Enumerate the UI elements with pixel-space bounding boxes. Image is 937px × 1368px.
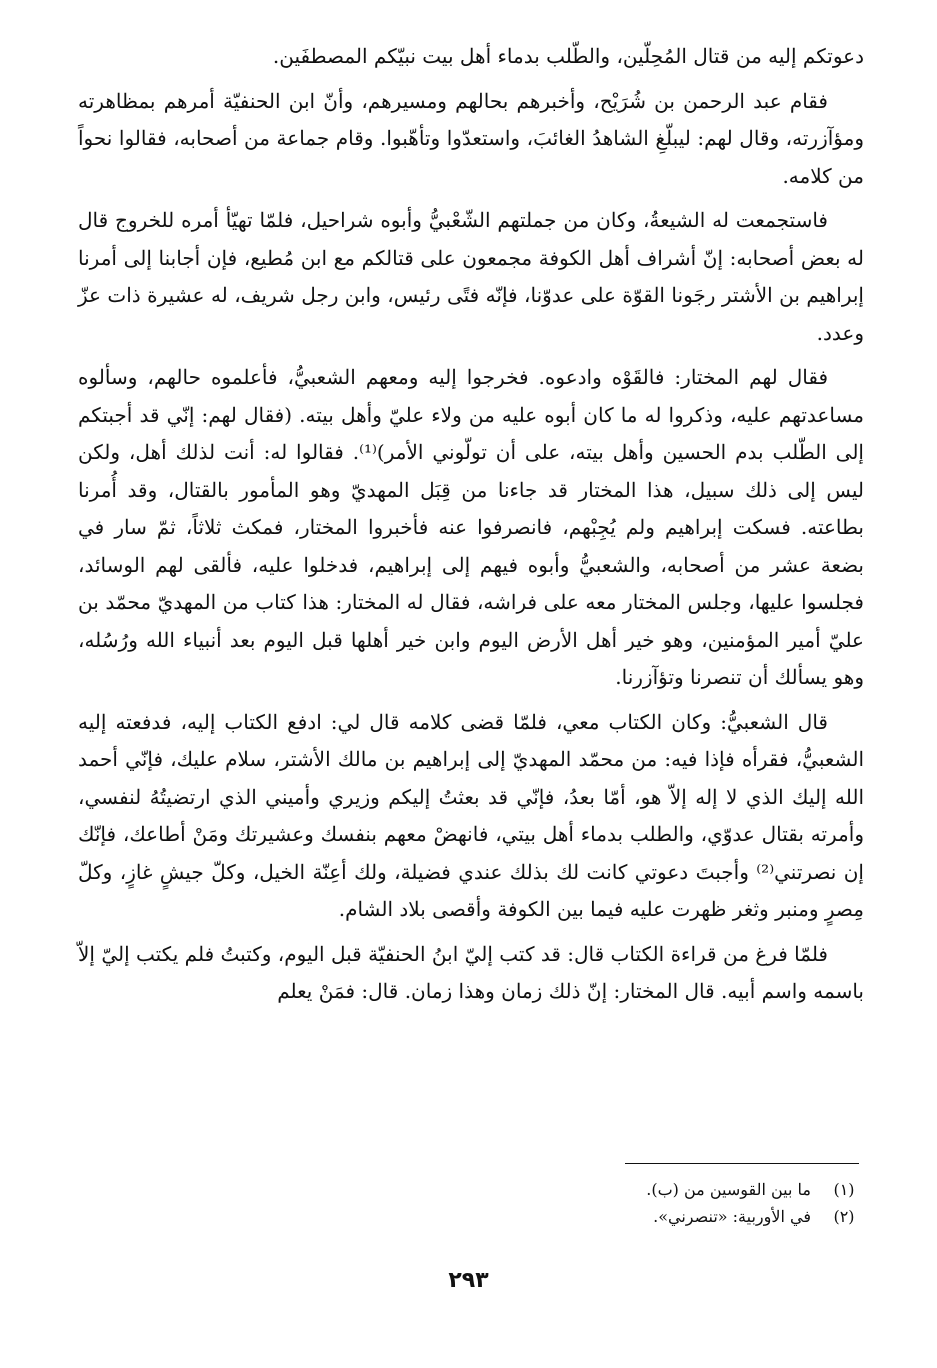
paragraph-5: قال الشعبيُّ: وكان الكتاب معي، فلمّا قضى كلامه قال لي: ادفع الكتاب إليه، فدفعته إليه الشعبيُّ، فقرأه فإذا فيه: من محمّد المهديّ إلى إبراهيم بن مالك الأشتر، سلام عليك، فإنّي أحمد الله إليك الذي لا إله إلاّ هو، أمّا بعدُ، فإنّي قد بعثتُ إليكم وزيري وأميني الذي ارتضيتُهُ لنفسي، وأمرته بقتال عدوّي، والطلب بدماء أهل بيتي، فانهضْ معهم بنفسك وعشيرتك ومَنْ أطاعك، فإنّك إن نصرتني⁽²⁾ وأجبتَ دعوتي كانت لك بذلك عندي فضيلة، ولك أعِنّة الخيل، وكلّ جيشٍ غازٍ، وكلّ مِصرٍ ومنبر وثغر ظهرت عليه فيما بين الكوفة وأقصى بلاد الشام. [78, 709, 864, 921]
footnote-text: في الأوربية: «تنصرني». [653, 1207, 811, 1226]
footnote-text: ما بين القوسين من (ب). [646, 1180, 811, 1199]
footnote-number: (٢) [833, 1207, 855, 1226]
page-number: ٢٩٣ [448, 1268, 489, 1293]
footnote-2 [78, 1203, 859, 1230]
footnote-number: (١) [833, 1180, 855, 1199]
paragraph-4: فقال لهم المختار: فالقَوْه وادعوه. فخرجوا إليه ومعهم الشعبيُّ، فأعلموه حالهم، وسألوه مساعدتهم عليه، وذكروا له ما كان أبوه عليه من ولاء عليّ وأهل بيته. (فقال لهم: إنّي قد أجبتكم إلى الطّلب بدم الحسين وأهل بيته، على أن تولّوني الأمر)⁽¹⁾. فقالوا له: أنت لذلك أهل، ولكن ليس إلى ذلك سبيل، هذا المختار قد جاءنا من قِبَل المهديّ وهو المأمور بالقتال، وقد أُمرنا بطاعته. فسكت إبراهيم ولم يُجِبْهم، فانصرفوا عنه فأخبروا المختار، فمكث ثلاثاً، ثمّ سار في بضعة عشر من أصحابه، والشعبيُّ وأبوه فيهم إلى إبراهيم، فدخلوا عليه، فألقى لهم الوسائد، فجلسوا عليها، وجلس المختار معه على فراشه، فقال له المختار: هذا كتاب من المهديّ محمّد بن عليّ أمير المؤمنين، وهو خير أهل الأرض اليوم وابن خير أهلها قبل اليوم بعد أنبياء الله ورُسُله، وهو يسألك أن تنصرنا وتؤآزرنا. [78, 365, 864, 689]
paragraph-3: فاستجمعت له الشيعةُ، وكان من جملتهم الشّعْبيُّ وأبوه شراحيل، فلمّا تهيّأ أمره للخروج قال له بعض أصحابه: إنّ أشراف أهل الكوفة مجمعون على قتالكم مع ابن مُطيع، فإن أجابنا إلى أمرنا إبراهيم بن الأشتر رجَونا القوّة على عدوّنا، فإنّه فتًى رئيس، وابن رجل شريف، له عشيرة ذات عزّ وعدد. [78, 208, 864, 345]
book-page-body [78, 38, 864, 1011]
paragraph-6: فلمّا فرغ من قراءة الكتاب قال: قد كتب إليّ ابنُ الحنفيّة قبل اليوم، وكتبتُ فلم يكتب إليّ إلاّ باسمه واسم أبيه. قال المختار: إنّ ذلك زمان وهذا زمان. قال: فمَنْ يعلم [78, 941, 864, 1003]
paragraph-2: فقام عبد الرحمن بن شُرَيْح، وأخبرهم بحالهم ومسيرهم، وأنّ ابن الحنفيّة أمرهم بمظاهرته ومؤآزرته، وقال لهم: ليبلّغِ الشاهدُ الغائبَ، واستعدّوا وتأهّبوا. وقام جماعة من أصحابه، فقالوا نحواً من كلامه. [78, 88, 864, 188]
footnotes [78, 1176, 859, 1230]
paragraph-1: دعوتكم إليه من قتال المُحِلّين، والطّلب بدماء أهل بيت نبيّكم المصطفَين. [272, 44, 864, 68]
footnote-1 [78, 1176, 859, 1203]
footnotes-divider [625, 1163, 859, 1164]
